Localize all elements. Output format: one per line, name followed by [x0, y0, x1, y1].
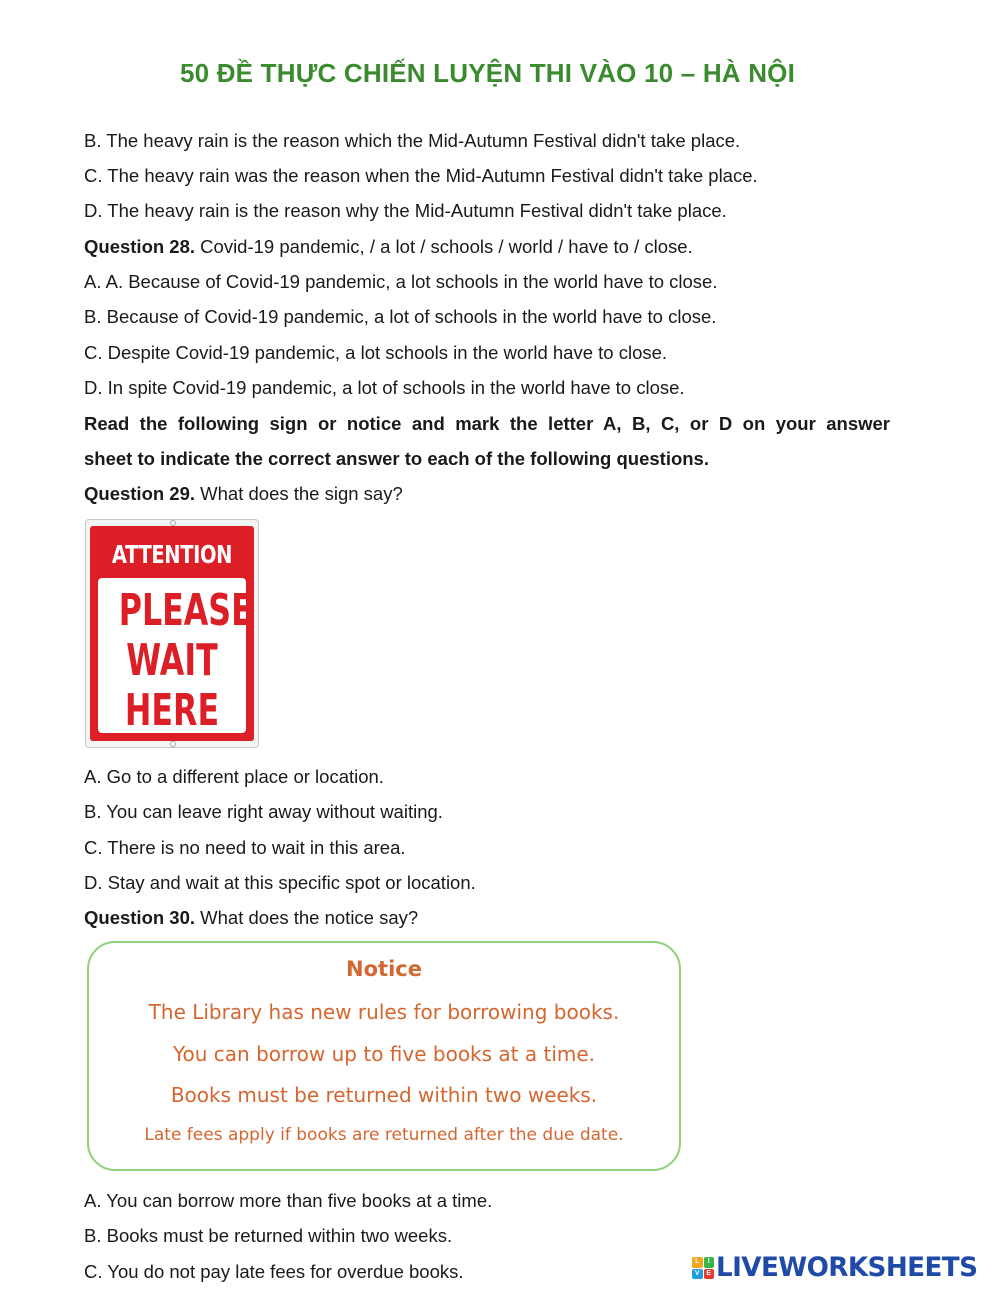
logo-tile-e: E — [704, 1269, 715, 1280]
logo-wordmark: LIVEWORKSHEETS — [716, 1252, 978, 1283]
q30-question — [84, 907, 418, 929]
logo-tile-v: V — [692, 1269, 703, 1280]
attention-sign-image — [85, 519, 259, 748]
q30-option-c: C. You do not pay late fees for overdue books. — [84, 1261, 464, 1282]
q28-label: Question 28. — [84, 236, 196, 257]
q30-option-b: B. Books must be returned within two weeks. — [84, 1225, 453, 1246]
instructions-line-2: sheet to indicate the correct answer to each of the following questions. — [84, 448, 709, 469]
page-title: 50 ĐỀ THỰC CHIẾN LUYỆN THI VÀO 10 – HÀ NỘI — [179, 58, 796, 88]
q29-option-a: A. Go to a different place or location. — [84, 766, 384, 787]
q30-option-a: A. You can borrow more than five books at a time. — [84, 1190, 493, 1211]
notice-line-2: You can borrow up to five books at a time. — [172, 1042, 596, 1066]
logo-tile-l: L — [692, 1257, 703, 1268]
q28-option-d: D. In spite Covid-19 pandemic, a lot of schools in the world have to close. — [84, 377, 685, 398]
notice-line-4: Late fees apply if books are returned after the due date. — [144, 1125, 624, 1145]
liveworksheets-logo-icon — [692, 1257, 714, 1279]
q30-prompt: What does the notice say? — [195, 907, 419, 928]
notice-heading: Notice — [346, 957, 422, 981]
q29-label: Question 29. — [84, 483, 196, 504]
q28-option-a: A. A. Because of Covid-19 pandemic, a lot schools in the world have to close. — [84, 271, 718, 292]
q27-option-c: C. The heavy rain was the reason when the Mid-Autumn Festival didn't take place. — [84, 165, 758, 186]
sign-hole-bottom — [170, 741, 176, 747]
sign-line-wait: WAIT — [126, 635, 218, 686]
q28-question — [84, 236, 693, 258]
q27-option-b: B. The heavy rain is the reason which the Mid-Autumn Festival didn't take place. — [84, 130, 741, 151]
sign-line-here: HERE — [124, 685, 220, 736]
q28-option-c: C. Despite Covid-19 pandemic, a lot schools in the world have to close. — [84, 342, 668, 363]
instructions-line-1: Read the following sign or notice and mark the letter A, B, C, or D on your answer — [84, 413, 890, 434]
sign-attention-text: ATTENTION — [111, 540, 233, 569]
q28-prompt: Covid-19 pandemic, / a lot / schools / world / have to / close. — [195, 236, 693, 257]
q28-option-b: B. Because of Covid-19 pandemic, a lot of schools in the world have to close. — [84, 306, 717, 327]
q27-option-d: D. The heavy rain is the reason why the Mid-Autumn Festival didn't take place. — [84, 200, 727, 221]
sign-line-please: PLEASE — [118, 585, 253, 636]
q30-label: Question 30. — [84, 907, 196, 928]
logo-tile-i: I — [704, 1257, 715, 1268]
q29-option-c: C. There is no need to wait in this area. — [84, 837, 406, 858]
q29-prompt: What does the sign say? — [195, 483, 403, 504]
notice-line-3: Books must be returned within two weeks. — [170, 1083, 598, 1107]
library-notice-box — [87, 941, 681, 1171]
q29-question — [84, 483, 403, 505]
sign-red-background — [90, 526, 254, 741]
sign-white-panel — [98, 578, 253, 736]
q29-option-d: D. Stay and wait at this specific spot or location. — [84, 872, 476, 893]
q29-option-b: B. You can leave right away without waiting. — [84, 801, 443, 822]
notice-line-1: The Library has new rules for borrowing books. — [148, 1000, 620, 1024]
